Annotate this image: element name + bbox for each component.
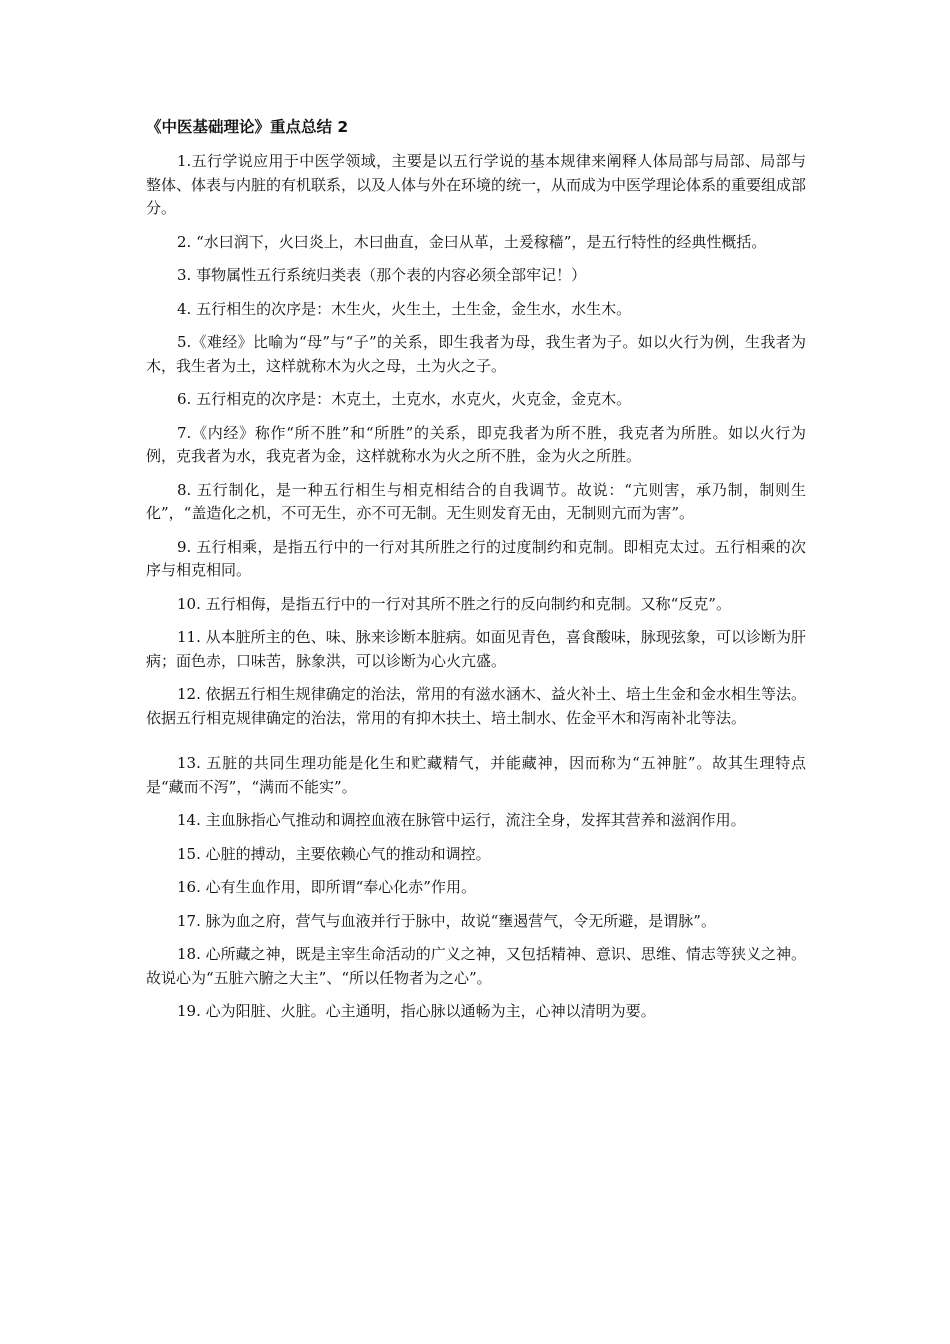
paragraph-1: 1.五行学说应用于中医学领域，主要是以五行学说的基本规律来阐释人体局部与局部、局部与整体、体表与内脏的有机联系，以及人体与外在环境的统一，从而成为中医学理论体系的重要组成部分。 bbox=[146, 152, 807, 217]
paragraph-14: 14. 主血脉指心气推动和调控血液在脉管中运行，流注全身，发挥其营养和滋润作用。 bbox=[177, 811, 746, 829]
paragraph-19: 19. 心为阳脏、火脏。心主通明，指心脉以通畅为主，心神以清明为要。 bbox=[177, 1002, 656, 1020]
paragraph-3: 3. 事物属性五行系统归类表（那个表的内容必须全部牢记！） bbox=[177, 266, 587, 284]
document-title: 《中医基础理论》重点总结 2 bbox=[146, 118, 349, 136]
paragraph-6: 6. 五行相克的次序是：木克土，土克水，水克火，火克金，金克木。 bbox=[177, 390, 632, 408]
paragraph-16: 16. 心有生血作用，即所谓“奉心化赤”作用。 bbox=[177, 878, 476, 896]
paragraph-2: 2. “水曰润下，火曰炎上，木曰曲直，金曰从革，土爰稼穑”，是五行特性的经典性概括。 bbox=[177, 232, 767, 251]
paragraph-4: 4. 五行相生的次序是：木生火，火生土，土生金，金生水，水生木。 bbox=[177, 299, 632, 318]
paragraph-17: 17. 脉为血之府，营气与血液并行于脉中，故说“壅遏营气，令无所避，是谓脉”。 bbox=[177, 911, 716, 930]
paragraph-9: 9. 五行相乘，是指五行中的一行对其所胜之行的过度制约和克制。即相克太过。五行相乘的次序与相克相同。 bbox=[146, 537, 806, 579]
paragraph-15: 15. 心脏的搏动，主要依赖心气的推动和调控。 bbox=[177, 844, 491, 863]
paragraph-5: 5.《难经》比喻为“母”与“子”的关系，即生我者为母，我生者为子。如以火行为例，生我者为木，我生者为土，这样就称木为火之母，土为火之子。 bbox=[146, 333, 806, 375]
paragraph-11: 11. 从本脏所主的色、味、脉来诊断本脏病。如面见青色，喜食酸味，脉现弦象，可以诊断为肝病；面色赤，口味苦，脉象洪，可以诊断为心火亢盛。 bbox=[146, 628, 806, 670]
paragraph-7: 7.《内经》称作“所不胜”和“所胜”的关系，即克我者为所不胜，我克者为所胜。如以火行为例，克我者为水，我克者为金，这样就称水为火之所不胜，金为火之所胜。 bbox=[146, 423, 806, 465]
paragraph-10: 10. 五行相侮，是指五行中的一行对其所不胜之行的反向制约和克制。又称“反克”。 bbox=[177, 594, 731, 613]
paragraph-13: 13. 五脏的共同生理功能是化生和贮藏精气，并能藏神，因而称为“五神脏”。故其生理特点是“藏而不泻”，“满而不能实”。 bbox=[146, 754, 806, 796]
paragraph-12: 12. 依据五行相生规律确定的治法，常用的有滋水涵木、益火补土、培土生金和金水相生等法。依据五行相克规律确定的治法，常用的有抑木扶土、培土制水、佐金平木和泻南补北等法。 bbox=[146, 685, 806, 727]
paragraph-18: 18. 心所藏之神，既是主宰生命活动的广义之神，又包括精神、意识、思维、情志等狭义之神。故说心为“五脏六腑之大主”、“所以任物者为之心”。 bbox=[146, 945, 806, 987]
document-body bbox=[146, 150, 806, 1034]
paragraph-8: 8. 五行制化，是一种五行相生与相克相结合的自我调节。故说：“亢则害，承乃制，制则生化”，“盖造化之机，不可无生，亦不可无制。无生则发育无由，无制则亢而为害”。 bbox=[146, 480, 806, 522]
